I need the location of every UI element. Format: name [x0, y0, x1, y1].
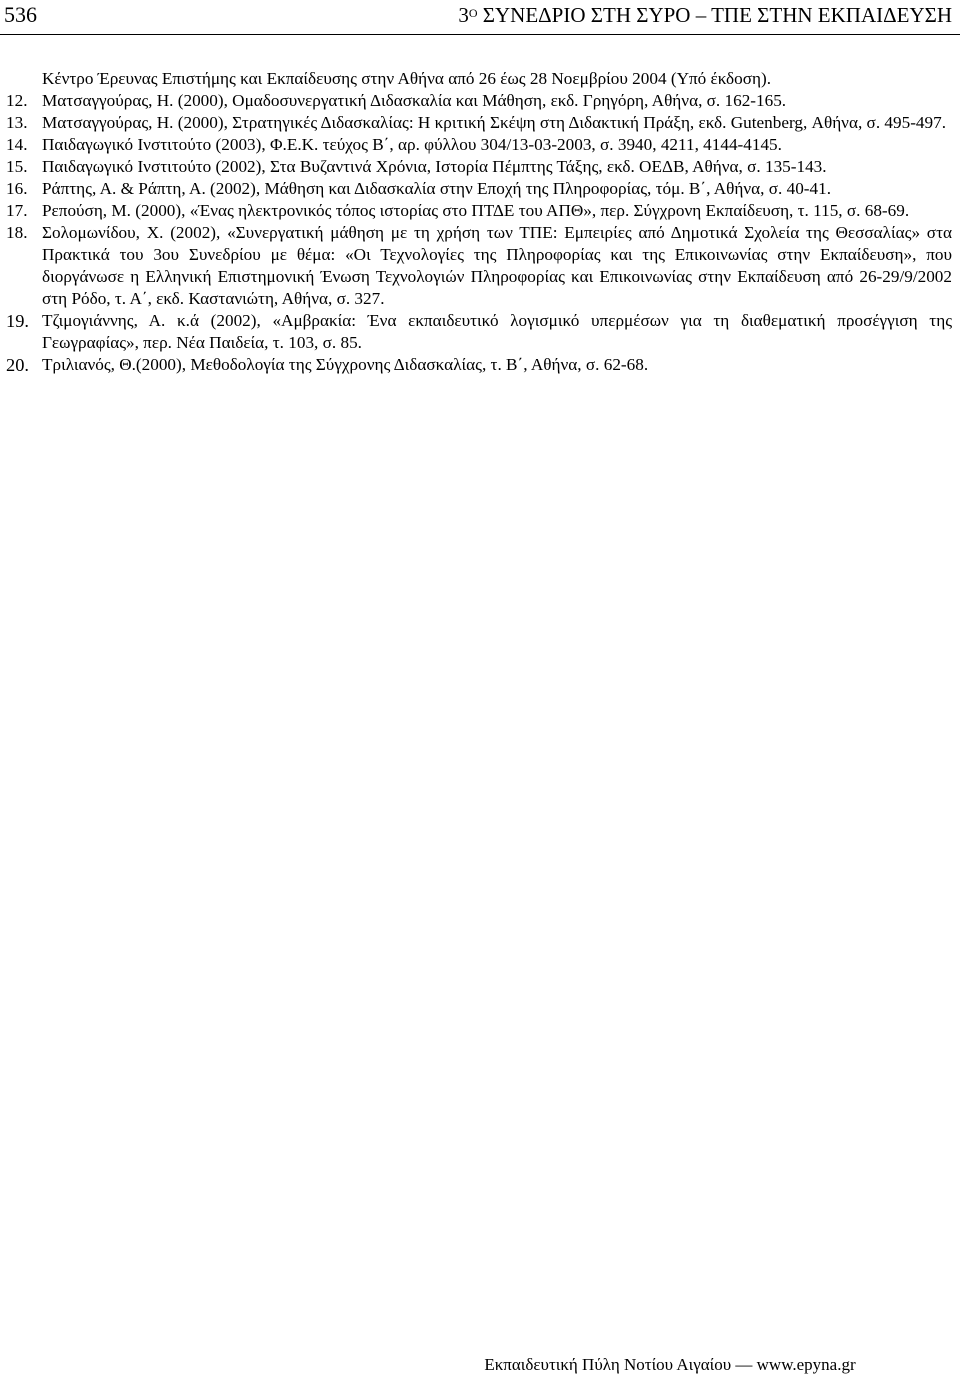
reference-text: Τριλιανός, Θ.(2000), Μεθοδολογία της Σύγχρονης Διδασκαλίας, τ. Β΄, Αθήνα, σ. 62-68. — [42, 355, 649, 375]
reference-number: 14. — [6, 135, 28, 155]
reference-text: Παιδαγωγικό Ινστιτούτο (2003), Φ.Ε.Κ. τεύχος Β΄, αρ. φύλλου 304/13-03-2003, σ. 3940, 4211, 4144-4145. — [42, 135, 782, 155]
reference-text: Παιδαγωγικό Ινστιτούτο (2002), Στα Βυζαντινά Χρόνια, Ιστορία Πέμπτης Τάξης, εκδ. ΟΕΔΒ, Αθήνα, σ. 135-143. — [42, 157, 827, 177]
reference-number: 13. — [6, 113, 28, 133]
reference-number: 17. — [6, 201, 28, 221]
reference-item — [6, 156, 952, 178]
reference-number: 16. — [6, 179, 28, 199]
running-head-superscript: Ο — [468, 6, 478, 20]
running-head-title: ΣΥΝΕΔΡΙΟ ΣΤΗ ΣΥΡΟ – ΤΠΕ ΣΤΗΝ ΕΚΠΑΙΔΕΥΣΗ — [477, 3, 952, 27]
reference-item — [6, 90, 952, 112]
page-footer: Εκπαιδευτική Πύλη Νοτίου Αιγαίου — www.epyna.gr — [484, 1355, 856, 1374]
reference-item — [6, 200, 952, 222]
reference-item — [6, 178, 952, 200]
reference-text: Τζιμογιάννης, Α. κ.ά (2002), «Αμβρακία: Ένα εκπαιδευτικό λογισμικό υπερμέσων για τη διαθεματική προσέγγιση της Γεωγραφίας», περ. Νέα Παιδεία, τ. 103, σ. 85. — [42, 311, 952, 353]
reference-text: Σολομωνίδου, Χ. (2002), «Συνεργατική μάθηση με τη χρήση των ΤΠΕ: Εμπειρίες από Δημοτικά Σχολεία της Θεσσαλίας» στα Πρακτικά του 3ου Συνεδρίου με θέμα: «Οι Τεχνολογίες της Πληροφορίας και της Επικοινωνίας στην Εκπαίδευση», που διοργάνωσε η Ελληνική Επιστημονική Ένωση Τεχνολογιών Πληροφορίας και Επικοινωνίας στην Εκπαίδευση από 26-29/9/2002 στη Ρόδο, τ. Α΄, εκδ. Καστανιώτη, Αθήνα, σ. 327. — [42, 223, 952, 309]
reference-text: Ράπτης, Α. & Ράπτη, Α. (2002), Μάθηση και Διδασκαλία στην Εποχή της Πληροφορίας, τόμ. Β΄, Αθήνα, σ. 40-41. — [42, 179, 832, 199]
reference-item — [6, 112, 952, 134]
reference-number: 18. — [6, 223, 28, 243]
reference-text: Ρεπούση, Μ. (2000), «Ένας ηλεκτρονικός τόπος ιστορίας στο ΠΤΔΕ του ΑΠΘ», περ. Σύγχρονη Εκπαίδευση, τ. 115, σ. 68-69. — [42, 201, 910, 221]
reference-item — [6, 310, 952, 354]
page-number: 536 — [4, 2, 37, 27]
reference-item — [6, 222, 952, 310]
reference-continuation: Κέντρο Έρευνας Επιστήμης και Εκπαίδευσης στην Αθήνα από 26 έως 28 Νοεμβρίου 2004 (Υπό έκδοση). — [42, 69, 772, 88]
reference-text: Ματσαγγούρας, Η. (2000), Ομαδοσυνεργατική Διδασκαλία και Μάθηση, εκδ. Γρηγόρη, Αθήνα, σ. 162-165. — [42, 91, 787, 111]
running-head-ordinal: 3 — [458, 3, 469, 27]
page-header — [0, 0, 960, 35]
reference-number: 15. — [6, 157, 28, 177]
reference-number: 12. — [6, 91, 28, 111]
reference-number: 20. — [6, 355, 29, 376]
running-head — [458, 2, 952, 28]
reference-number: 19. — [6, 311, 29, 332]
reference-item — [6, 354, 952, 376]
reference-text: Ματσαγγούρας, Η. (2000), Στρατηγικές Διδασκαλίας: Η κριτική Σκέψη στη Διδακτική Πράξη, εκδ. Gutenberg, Αθήνα, σ. 495-497. — [42, 113, 946, 133]
reference-item — [6, 134, 952, 156]
reference-list — [6, 68, 952, 376]
